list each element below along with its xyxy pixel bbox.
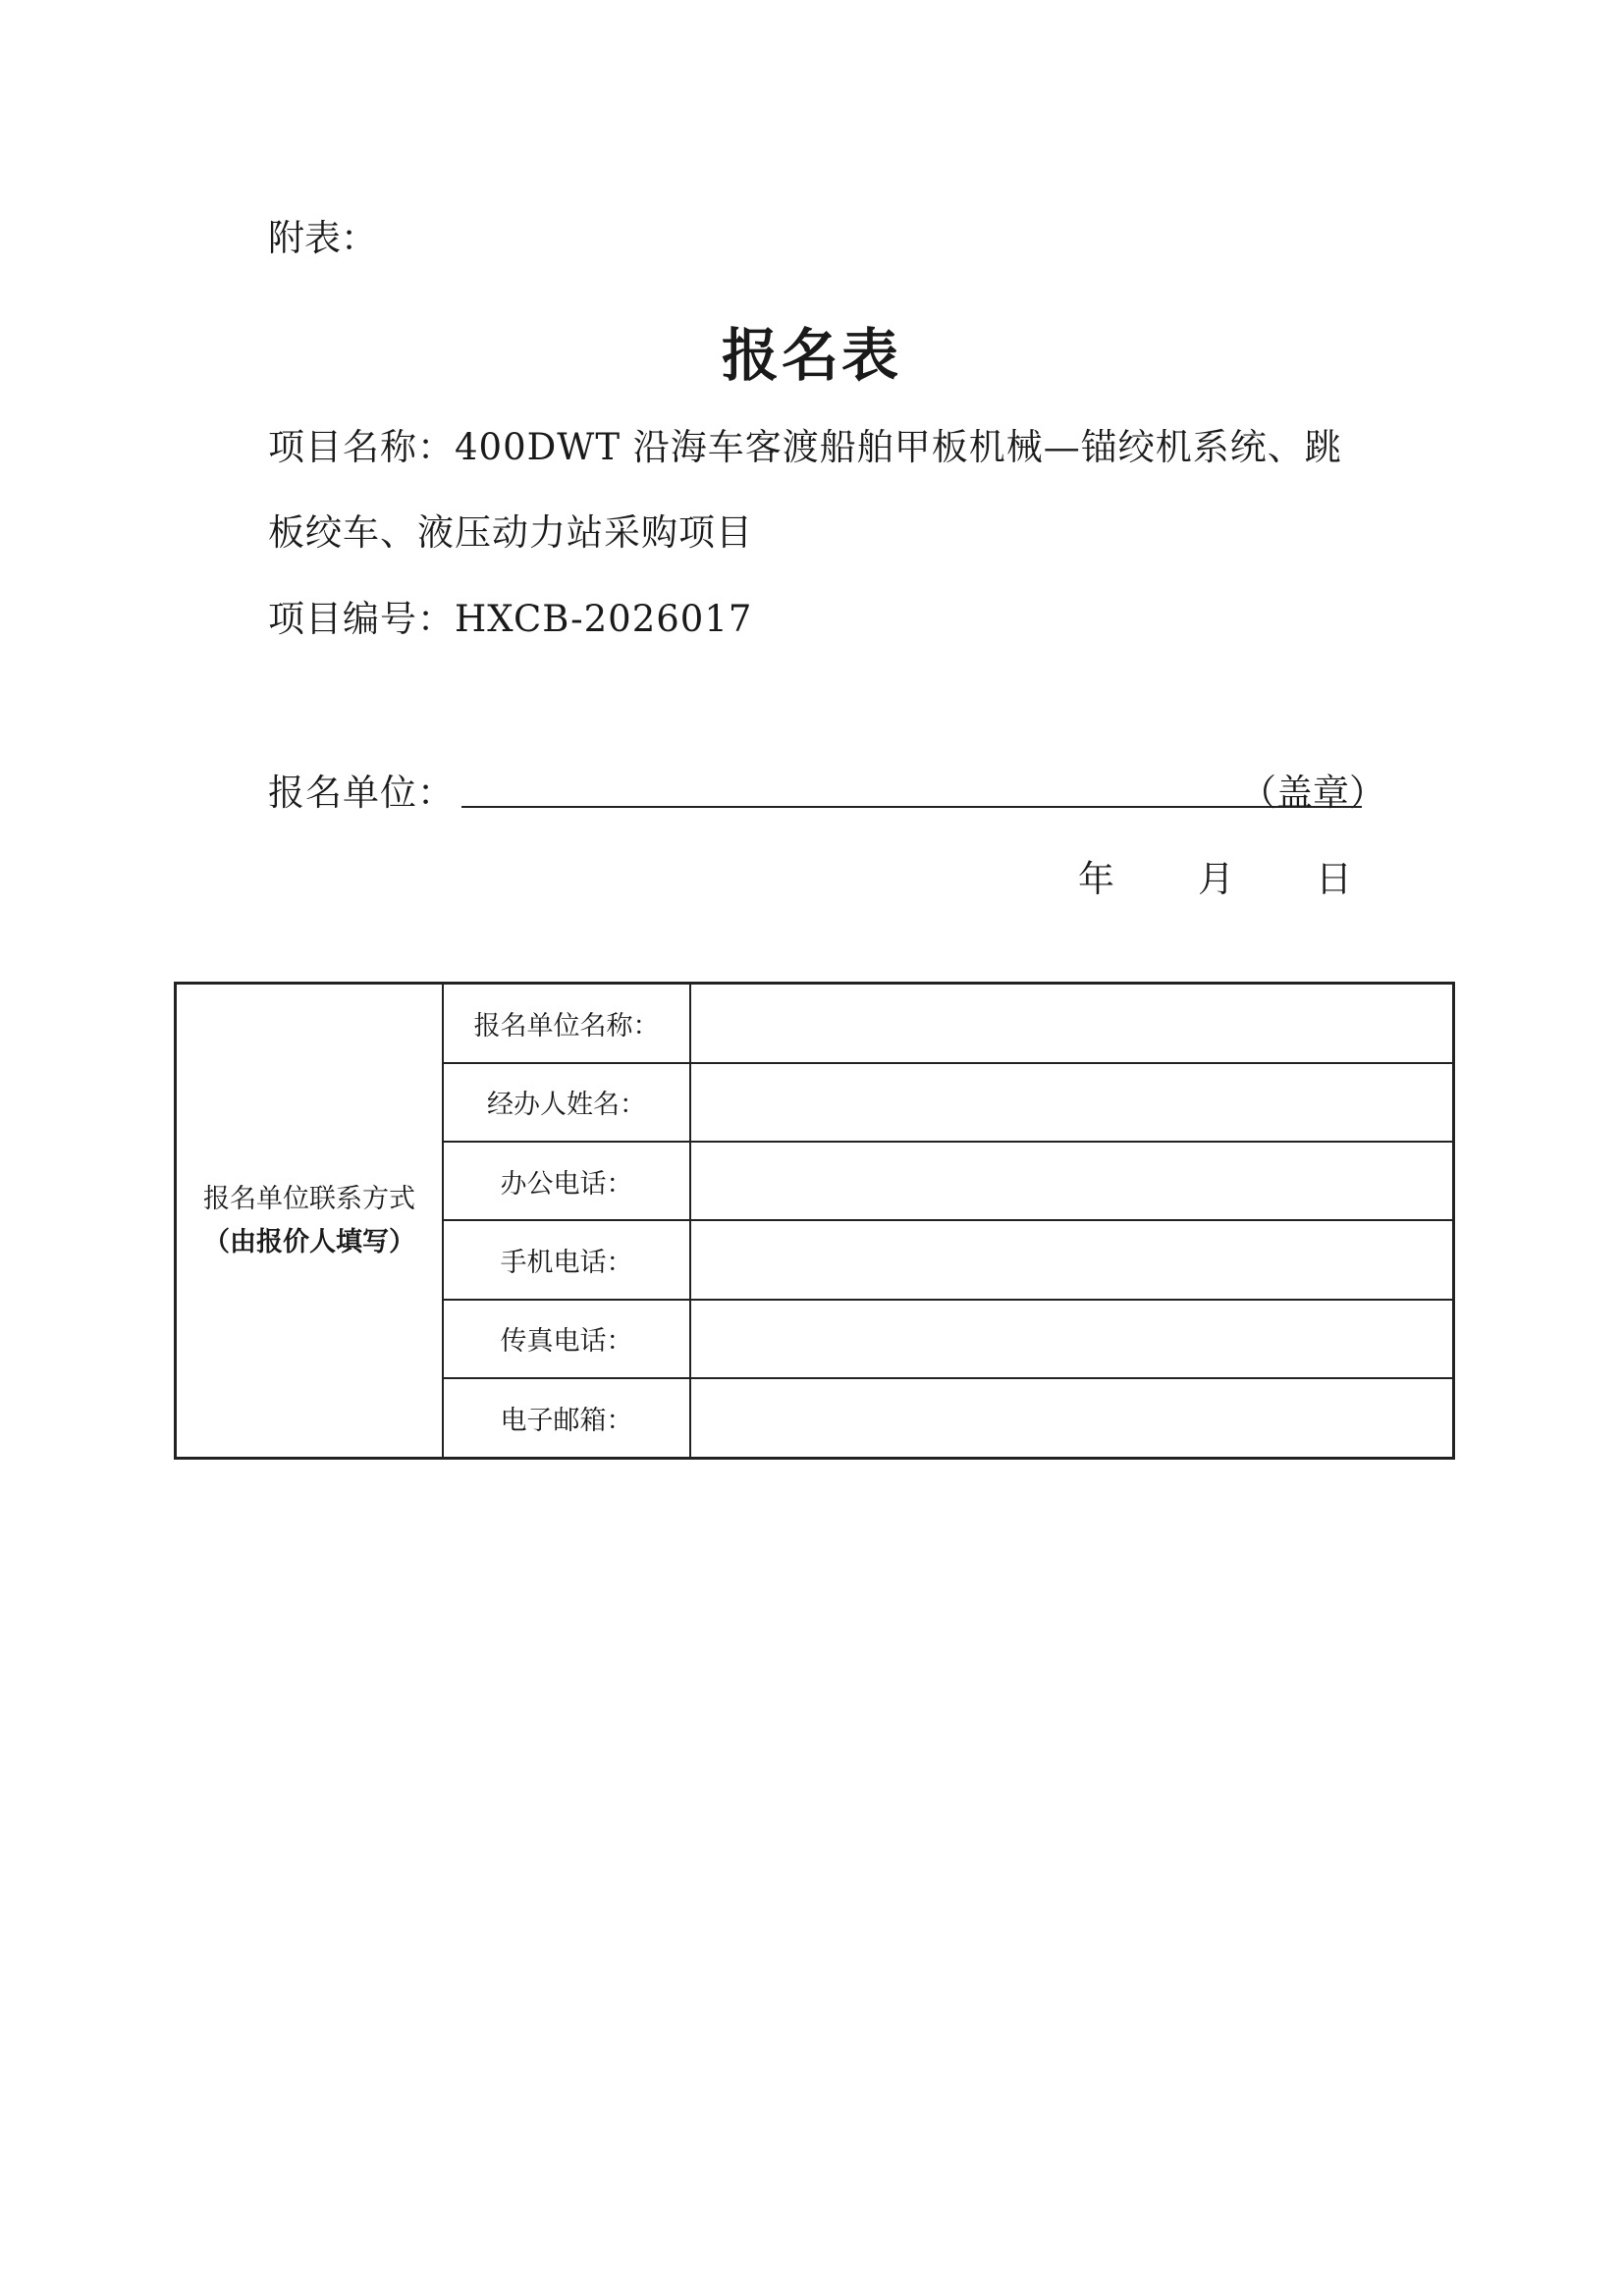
field-value-fax[interactable] xyxy=(690,1300,1454,1378)
field-value-office-phone[interactable] xyxy=(690,1142,1454,1220)
date-day-label: 日 xyxy=(1316,858,1352,900)
field-value-mobile-phone[interactable] xyxy=(690,1220,1454,1299)
field-label-fax: 传真电话： xyxy=(443,1300,690,1378)
registration-unit-blank-line[interactable] xyxy=(461,806,1362,808)
contact-section-label xyxy=(176,984,444,1459)
document-title: 报名表 xyxy=(721,322,901,389)
field-label-unit-name: 报名单位名称： xyxy=(443,984,690,1063)
contact-section-title: 报名单位联系方式 xyxy=(203,1183,415,1214)
project-code: 项目编号：HXCB-2026017 xyxy=(268,598,753,640)
date-month-label: 月 xyxy=(1198,858,1234,900)
field-value-handler-name[interactable] xyxy=(690,1063,1454,1142)
table-row xyxy=(176,984,1454,1063)
seal-note: （盖章） xyxy=(1240,772,1385,814)
field-value-unit-name[interactable] xyxy=(690,984,1454,1063)
field-value-email[interactable] xyxy=(690,1378,1454,1458)
field-label-office-phone: 办公电话： xyxy=(443,1142,690,1220)
contact-info-table xyxy=(174,982,1455,1460)
registration-unit-label: 报名单位： xyxy=(268,772,455,814)
field-label-handler-name: 经办人姓名： xyxy=(443,1063,690,1142)
appendix-label: 附表： xyxy=(268,217,377,259)
project-name-line-2: 板绞车、液压动力站采购项目 xyxy=(268,511,753,554)
field-label-email: 电子邮箱： xyxy=(443,1378,690,1458)
field-label-mobile-phone: 手机电话： xyxy=(443,1220,690,1299)
contact-section-note: （由报价人填写） xyxy=(203,1226,415,1257)
date-year-label: 年 xyxy=(1078,858,1114,900)
project-name-line-1: 项目名称：400DWT 沿海车客渡船舶甲板机械—锚绞机系统、跳 xyxy=(268,426,1342,468)
